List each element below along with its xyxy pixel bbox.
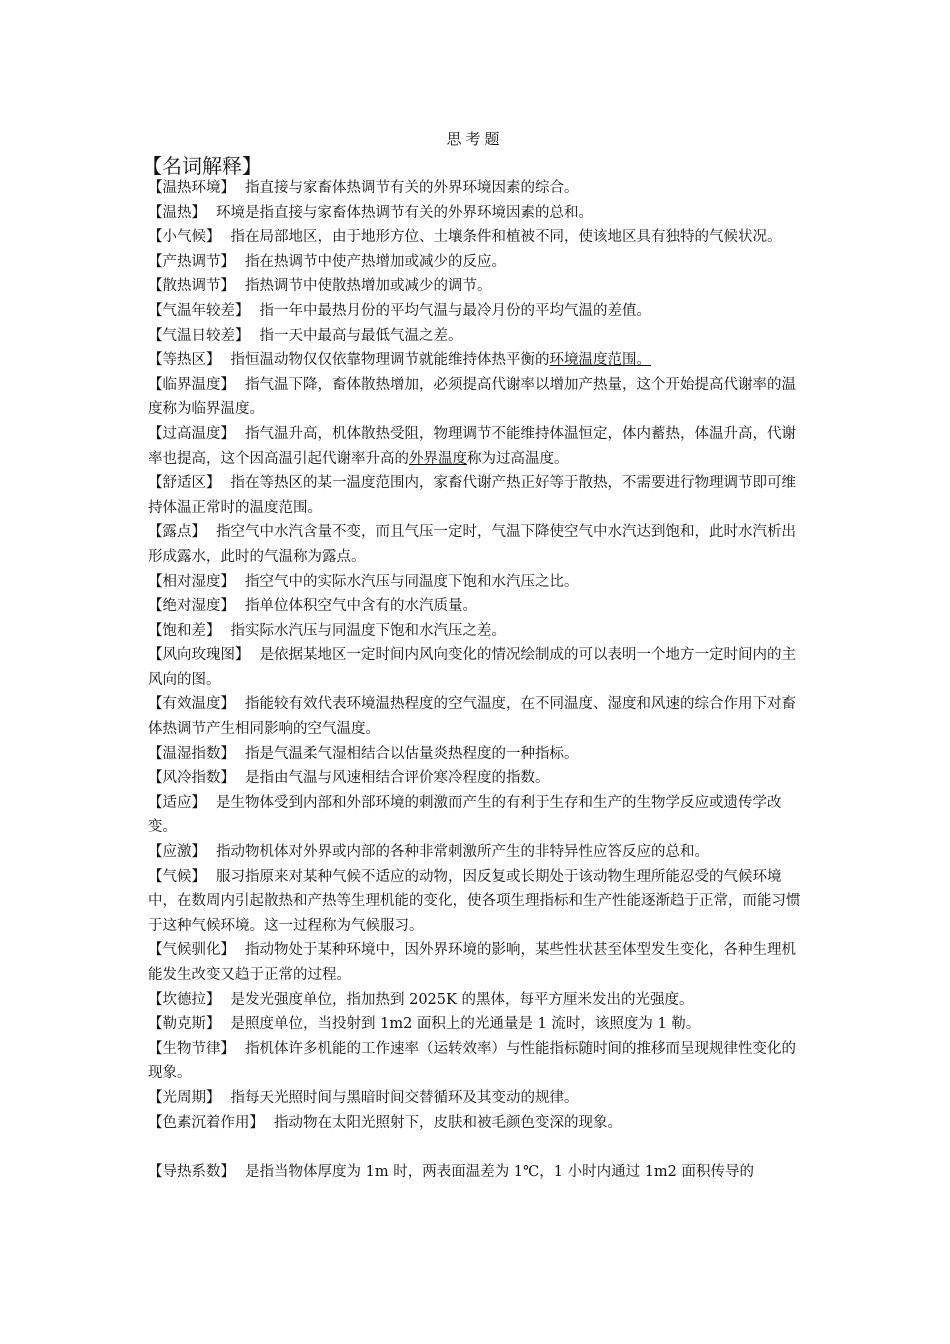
definition-term: 【气温年较差】 [148, 302, 250, 319]
definition-term: 【气温日较差】 [148, 327, 250, 344]
definition-entry [148, 742, 810, 767]
definition-term: 【散热调节】 [148, 278, 235, 295]
definition-text: 指在局部地区，由于地形方位、土壤条件和植被不同，使该地区具有独特的气候状况。 [230, 229, 782, 246]
definition-entry [148, 570, 810, 595]
definition-text: 指动物处于某种环境中，因外界环境的影响，某些性状甚至体型发生变化，各种生理机能发生改变又趋于正常的过程。 [148, 942, 796, 983]
definition-text: 指空气中的实际水汽压与同温度下饱和水汽压之比。 [245, 573, 579, 590]
definition-text: 是依据某地区一定时间内风向变化的情况绘制成的可以表明一个地方一定时间内的主风向的图。 [148, 647, 796, 688]
definition-term: 【温热】 [148, 204, 206, 221]
definition-text: 指气温下降，畜体散热增加，必须提高代谢率以增加产热量，这个开始提高代谢率的温度称为临界温度。 [148, 376, 796, 418]
definition-entry [148, 619, 810, 644]
definition-term: 【有效温度】 [148, 696, 235, 713]
definition-text-tail: 称为过高温度。 [467, 450, 569, 467]
definition-text: 指直接与家畜体热调节有关的外界环境因素的综合。 [245, 180, 579, 196]
definition-term: 【饱和差】 [148, 622, 221, 639]
section-heading: 【名词解释】 [142, 154, 262, 178]
underlined-phrase: 外界温度 [409, 450, 467, 467]
definition-entry [148, 299, 810, 324]
definition-term: 【适应】 [148, 794, 206, 811]
definition-term: 【风冷指数】 [148, 770, 235, 787]
definition-term: 【气候驯化】 [148, 942, 235, 959]
definition-term: 【勒克斯】 [148, 1016, 221, 1033]
underlined-phrase: 环境温度范围。 [549, 352, 651, 369]
page-title: 思考题 [446, 130, 504, 148]
definition-text: 指单位体积空气中含有的水汽质量。 [245, 598, 477, 615]
definition-entry [148, 594, 810, 619]
definition-entry [148, 988, 810, 1013]
definition-list [148, 176, 810, 1184]
definition-entry [148, 225, 810, 250]
definition-entry [148, 471, 810, 520]
definition-entry [148, 865, 810, 939]
definition-entry [148, 348, 810, 373]
definition-term: 【小气候】 [148, 229, 221, 246]
definition-entry [148, 1160, 810, 1185]
definition-entry [148, 692, 810, 741]
definition-entry [148, 840, 810, 865]
definition-term: 【导热系数】 [148, 1163, 235, 1180]
definition-text: 指恒温动物仅仅依靠物理调节就能维持体热平衡的 [230, 352, 550, 369]
definition-term: 【温热环境】 [148, 180, 235, 196]
definition-text: 指热调节中使散热增加或减少的调节。 [245, 278, 492, 295]
definition-text: 是发光强度单位，指加热到 2025K 的黑体，每平方厘米发出的光强度。 [230, 991, 694, 1008]
definition-entry [148, 1086, 810, 1111]
definition-entry [148, 201, 810, 226]
definition-text: 是指由气温与风速相结合评价寒冷程度的指数。 [245, 770, 550, 787]
definition-text: 指在等热区的某一温度范围内，家畜代谢产热正好等于散热，不需要进行物理调节即可维持体温正常时的温度范围。 [148, 475, 796, 516]
definition-text: 是照度单位，当投射到 1m2 面积上的光通量是 1 流时，该照度为 1 勒。 [230, 1016, 701, 1033]
definition-entry [148, 422, 810, 471]
definition-term: 【风向玫瑰图】 [148, 647, 250, 664]
definition-text: 指每天光照时间与黑暗时间交替循环及其变动的规律。 [230, 1089, 579, 1106]
definition-term: 【临界温度】 [148, 376, 235, 393]
definition-text: 是生物体受到内部和外部环境的刺激而产生的有利于生存和生产的生物学反应或遗传学改变。 [148, 794, 782, 836]
definition-text: 环境是指直接与家畜体热调节有关的外界环境因素的总和。 [216, 204, 593, 221]
definition-text: 指在热调节中使产热增加或减少的反应。 [245, 253, 506, 270]
definition-text: 指动物在太阳光照射下，皮肤和被毛颜色变深的现象。 [274, 1114, 622, 1131]
definition-term: 【相对湿度】 [148, 573, 235, 590]
definition-text: 指空气中水汽含量不变，而且气压一定时，气温下降使空气中水汽达到饱和，此时水汽析出形成露水，此时的气温称为露点。 [148, 524, 796, 565]
definition-text: 指实际水汽压与同温度下饱和水汽压之差。 [230, 622, 506, 639]
definition-entry [148, 250, 810, 275]
definition-entry [148, 1012, 810, 1037]
definition-term: 【气候】 [148, 868, 206, 885]
definition-entry [148, 1111, 810, 1136]
definition-entry [148, 176, 810, 201]
definition-text: 指机体许多机能的工作速率（运转效率）与性能指标随时间的推移而呈现规律性变化的现象。 [148, 1040, 796, 1082]
definition-entry [148, 791, 810, 840]
definition-text: 服习指原来对某种气候不适应的动物，因反复或长期处于该动物生理所能忍受的气候环境中，在数周内引起散热和产热等生理机能的变化，使各项生理指标和生产性能逐渐趋于正常，而能习惯于这种气候环境。这一过程称为气候服习。 [148, 868, 801, 934]
definition-text: 是指当物体厚度为 1m 时，两表面温差为 1℃，1 小时内通过 1m2 面积传导的 [245, 1163, 754, 1180]
definition-term: 【过高温度】 [148, 425, 235, 442]
definition-term: 【露点】 [148, 524, 206, 541]
definition-entry [148, 520, 810, 569]
definition-term: 【温湿指数】 [148, 745, 235, 762]
definition-entry [148, 373, 810, 422]
definition-term: 【绝对湿度】 [148, 598, 235, 615]
definition-entry [148, 938, 810, 987]
definition-text: 指一天中最高与最低气温之差。 [259, 327, 463, 344]
definition-entry [148, 1037, 810, 1086]
definition-text: 指气温升高，机体散热受阻，物理调节不能维持体温恒定，体内蓄热，体温升高，代谢率也提高，这个因高温引起代谢率升高的 [148, 425, 796, 467]
definition-text: 指一年中最热月份的平均气温与最冷月份的平均气温的差值。 [259, 302, 651, 319]
definition-term: 【舒适区】 [148, 475, 221, 492]
definition-term: 【坎德拉】 [148, 991, 221, 1008]
definition-entry [148, 643, 810, 692]
definition-text: 指动物机体对外界或内部的各种非常刺激所产生的非特异性应答反应的总和。 [216, 844, 709, 861]
definition-term: 【应激】 [148, 844, 206, 861]
definition-text: 指能较有效代表环境温热程度的空气温度，在不同温度、湿度和风速的综合作用下对畜体热调节产生相同影响的空气温度。 [148, 696, 796, 738]
definition-term: 【色素沉着作用】 [148, 1114, 264, 1131]
definition-entry [148, 766, 810, 791]
definition-text: 指是气温柔气湿相结合以估量炎热程度的一种指标。 [245, 745, 579, 762]
definition-term: 【光周期】 [148, 1089, 221, 1106]
definition-term: 【产热调节】 [148, 253, 235, 270]
definition-entry [148, 274, 810, 299]
definition-term: 【生物节律】 [148, 1040, 235, 1057]
definition-entry [148, 324, 810, 349]
definition-term: 【等热区】 [148, 352, 221, 369]
